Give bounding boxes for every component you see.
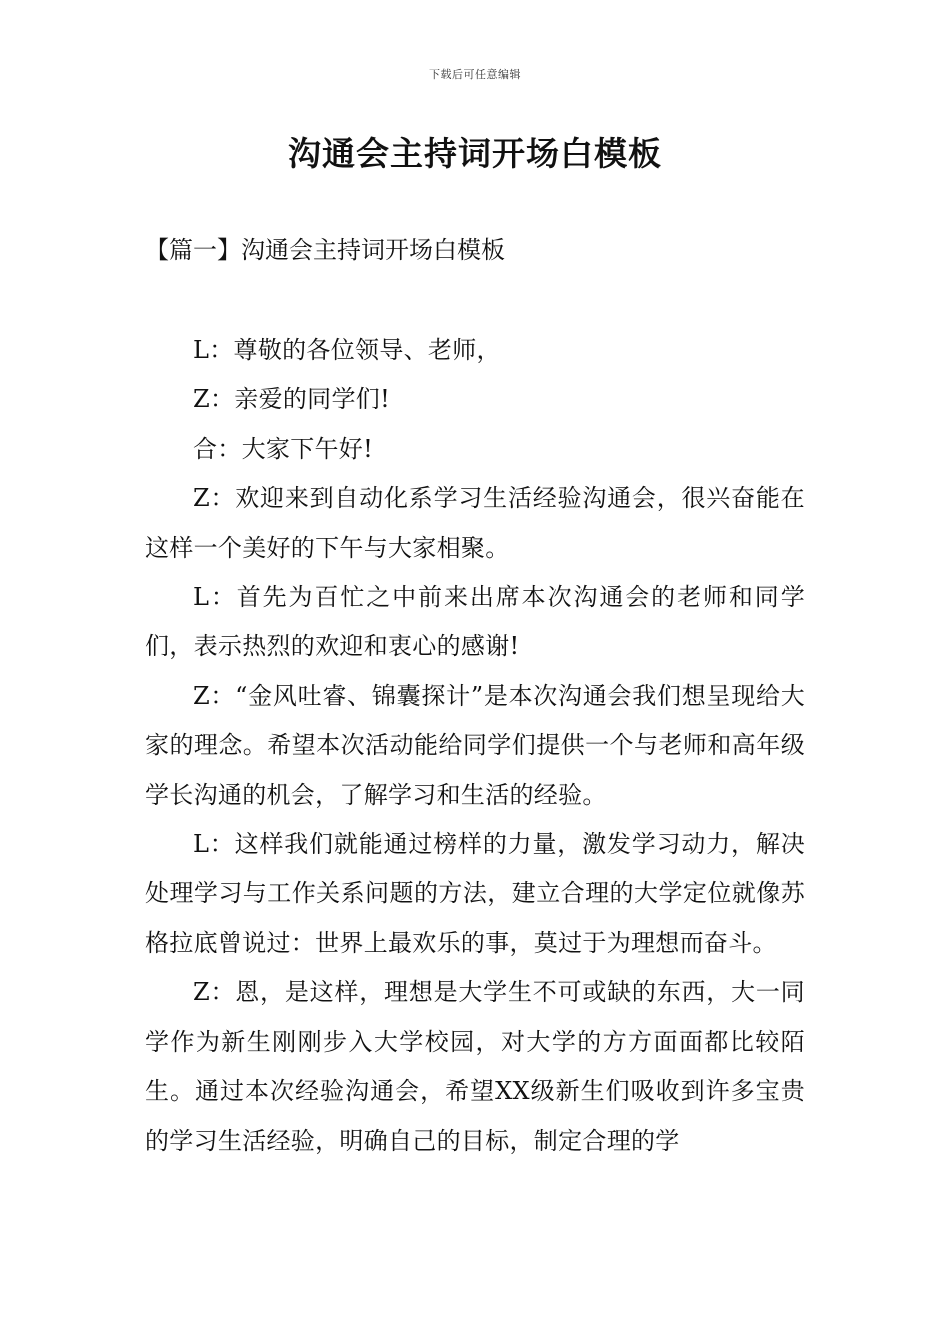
paragraph: Z：欢迎来到自动化系学习生活经验沟通会，很兴奋能在这样一个美好的下午与大家相聚。 [145, 484, 805, 562]
paragraph: Z：亲爱的同学们! [193, 385, 391, 414]
document-title: 沟通会主持词开场白模板 [288, 134, 662, 173]
section-heading: 【篇一】沟通会主持词开场白模板 [145, 236, 505, 264]
body-text [145, 326, 805, 1166]
header-note: 下载后可任意编辑 [429, 68, 521, 81]
paragraph: L：这样我们就能通过榜样的力量，激发学习动力，解决处理学习与工作关系问题的方法，建立合理的大学定位就像苏格拉底曾说过：世界上最欢乐的事，莫过于为理想而奋斗。 [145, 830, 805, 957]
paragraph: 合：大家下午好! [193, 434, 374, 463]
paragraph: Z：“金风吐睿、锦囊探计”是本次沟通会我们想呈现给大家的理念。希望本次活动能给同学们提供一个与老师和高年级学长沟通的机会，了解学习和生活的经验。 [145, 681, 805, 809]
paragraph: L：首先为百忙之中前来出席本次沟通会的老师和同学们，表示热烈的欢迎和衷心的感谢! [145, 583, 805, 661]
paragraph: Z：恩，是这样，理想是大学生不可或缺的东西，大一同学作为新生刚刚步入大学校园，对大学的方方面面都比较陌生。通过本次经验沟通会，希望XX级新生们吸收到许多宝贵的学习生活经验，明确自己的目标，制定合理的学 [145, 978, 805, 1155]
paragraph: L：尊敬的各位领导、老师， [193, 336, 501, 364]
